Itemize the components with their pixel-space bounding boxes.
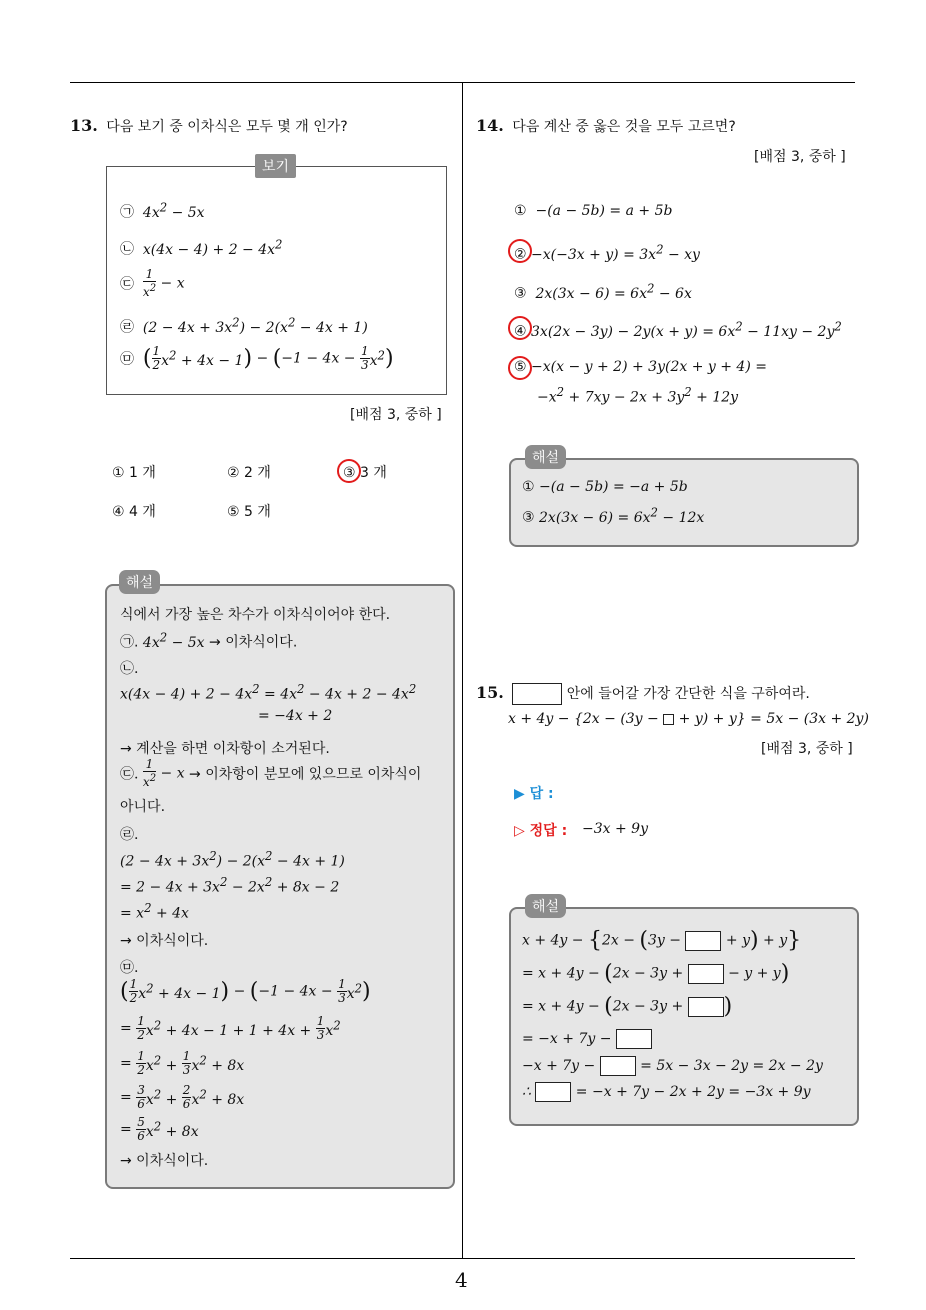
sol-line: = $x^2 + 4x$ — [120, 901, 189, 922]
q13-header — [70, 116, 348, 136]
q14-choice-1[interactable]: ① −(a − 5b) = a + 5b — [514, 203, 673, 219]
sol-line: ① −(a − 5b) = −a + 5b — [522, 479, 688, 495]
page-number: 4 — [455, 1268, 468, 1292]
sol-line: ㉤. — [120, 960, 139, 976]
solution-label: 해설 — [525, 894, 566, 918]
sol-line: = $\frac{5}{6}$ $x^2 + 8x$ — [120, 1115, 199, 1143]
sol-line: = −4x + 2 — [258, 708, 333, 724]
solution-label: 해설 — [525, 445, 566, 469]
sol-line: ㉣. — [120, 827, 139, 843]
sol-line: ( $\frac{1}{2}$ $x^2 + 4x - 1) - (-1 - 4x$ − $\frac{1}{3}$ $x^2$) — [120, 977, 371, 1005]
answer-input[interactable] — [580, 780, 840, 802]
q15-equation: x + 4y − {2x − (3y − + y) + y} = 5x − (3x + 2y) — [508, 711, 869, 727]
q14-score: [배점 3, 중하 ] — [754, 149, 846, 165]
selected-answer-mark — [508, 239, 532, 263]
solution-label: 해설 — [119, 570, 160, 594]
question-prompt: 다음 계산 중 옳은 것을 모두 고르면? — [512, 119, 736, 135]
sol-line: ㉠. $4x^2 - 5x$ → 이차식이다. — [120, 630, 298, 651]
question-prompt: 안에 들어갈 가장 간단한 식을 구하여라. — [566, 686, 810, 702]
sol-line: $(2 - 4x + 3x^2) - 2(x^2 - 4x + 1)$ — [120, 849, 345, 870]
sol-line: = x + 4y − (2x − 3y + − y + y) — [522, 961, 790, 986]
sol-line: x + 4y − {2x − (3y − + y) + y} — [522, 928, 802, 953]
choice-5[interactable]: ⑤ 5 개 — [227, 504, 271, 520]
choice-2[interactable]: ② 2 개 — [227, 465, 271, 481]
choice-3[interactable]: ③ 3 개 — [343, 465, 387, 481]
q14-choice-2[interactable]: ② $-x(-3x + y) = 3x^2$ − xy — [514, 242, 700, 263]
q14-choice-5[interactable]: ⑤ −x(x − y + 2) + 3y(2x + y + 4) = — [514, 359, 767, 375]
answer-label: ▶ 답 : — [514, 786, 554, 802]
selected-answer-mark — [508, 316, 532, 340]
column-divider — [462, 83, 463, 1258]
bogi-item-2: ㉡ $x(4x - 4) + 2 - 4x^2$ — [120, 237, 283, 258]
choice-1[interactable]: ① 1 개 — [112, 465, 156, 481]
sol-line: ㉡. — [120, 661, 139, 677]
sol-line: = −x + 7y − — [522, 1029, 652, 1049]
q14-solution-panel — [509, 458, 859, 547]
sol-line: → 이차식이다. — [120, 933, 209, 949]
bogi-item-5: ㉤ ( $\frac{1}{2}$ $x^2 + 4x - 1) - (-1 - 4x$ − $\frac{1}{3}$ $x^2$) — [120, 344, 394, 372]
q14-choice-4[interactable]: ④ $3x(2x - 3y) - 2y(x + y) = 6x^2 - 11xy - 2y^2$ — [514, 319, 842, 340]
question-number: 15. — [476, 683, 504, 702]
sol-line: 식에서 가장 높은 차수가 이차식이어야 한다. — [120, 607, 391, 623]
sol-line: −x + 7y − = 5x − 3x − 2y = 2x − 2y — [522, 1058, 823, 1074]
bogi-item-1: ㉠ $4x^2 - 5x$ — [120, 200, 205, 221]
sol-line: → 이차식이다. — [120, 1153, 209, 1169]
bogi-item-3: ㉢ $\frac{1}{x^2}$ − x — [120, 267, 185, 299]
sol-line: = x + 4y − (2x − 3y + ) — [522, 994, 733, 1019]
choice-4[interactable]: ④ 4 개 — [112, 504, 156, 520]
question-prompt: 다음 보기 중 이차식은 모두 몇 개 인가? — [106, 119, 348, 135]
q15-score: [배점 3, 중하 ] — [761, 741, 853, 757]
sol-line: = $2 - 4x + 3x^2 - 2x^2 + 8x - 2$ — [120, 875, 340, 896]
correct-answer-label: ▷ 정답 : — [514, 823, 568, 839]
sol-line: → 계산을 하면 이차항이 소거된다. — [120, 741, 330, 757]
sol-line: = $\frac{1}{2}$ $x^2$ + $\frac{1}{3}$ $x^2 + 8x$ — [120, 1049, 245, 1077]
q14-choice-3[interactable]: ③ $2x(3x - 6) = 6x^2 - 6x$ — [514, 281, 692, 302]
question-number: 13. — [70, 116, 98, 135]
bottom-rule — [70, 1258, 855, 1259]
selected-answer-mark — [508, 356, 532, 380]
answer-blank-box — [512, 683, 562, 705]
sol-line: = $\frac{1}{2}$ $x^2 + 4x - 1 + 1 + 4x$ + $\frac{1}{3}$ $x^2$ — [120, 1014, 341, 1042]
sol-line: 아니다. — [120, 799, 166, 815]
sol-line: ∴ = −x + 7y − 2x + 2y = −3x + 9y — [522, 1084, 811, 1100]
sol-line: ㉢. $\frac{1}{x^2}$ − x → 이차항이 분모에 있으므로 이차식이 — [120, 757, 422, 789]
sol-line: = $\frac{3}{6}$ $x^2$ + $\frac{2}{6}$ $x^2 + 8x$ — [120, 1083, 245, 1111]
question-number: 14. — [476, 116, 504, 135]
q15-header — [476, 683, 810, 705]
q13-score: [배점 3, 중하 ] — [350, 407, 442, 423]
correct-answer-value: −3x + 9y — [582, 821, 648, 837]
bogi-item-4: ㉣ $(2 - 4x + 3x^2) - 2(x^2 - 4x + 1)$ — [120, 315, 368, 336]
sol-line: $x(4x - 4) + 2 - 4x^2 = 4x^2 - 4x + 2 - 4x^2$ — [120, 682, 417, 703]
q14-choice-5-cont: $-x^2 + 7xy - 2x + 3y^2 + 12y$ — [537, 385, 739, 406]
selected-answer-mark — [337, 459, 361, 483]
sol-line: ③ $2x(3x - 6) = 6x^2 - 12x$ — [522, 505, 705, 526]
bogi-label: 보기 — [255, 154, 296, 178]
q14-header — [476, 116, 736, 136]
